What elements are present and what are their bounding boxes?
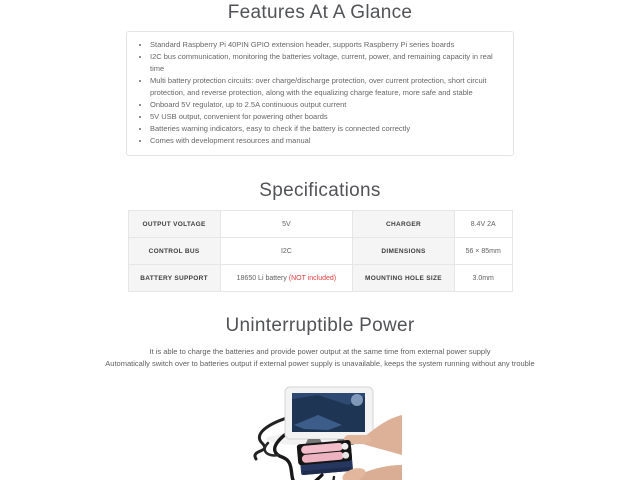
- ups-description-line: It is able to charge the batteries and provide power output at the same time from external power supply: [149, 347, 491, 356]
- specifications-table: [128, 210, 513, 292]
- spec-value-cell: 3.0mm: [454, 265, 512, 292]
- ups-demo-photo-illustration: [238, 385, 402, 480]
- feature-item: • I2C bus communication, monitoring the batteries voltage, current, power, and remaining capacity in real time: [150, 51, 503, 75]
- battery-support-value: 18650 Li battery: [236, 274, 289, 282]
- spec-label-cell: OUTPUT VOLTAGE: [128, 211, 220, 238]
- feature-item: • Comes with development resources and manual: [150, 135, 503, 147]
- section-features: [0, 2, 640, 156]
- section-uninterruptible-power: [0, 315, 640, 480]
- spec-value-cell: [220, 265, 352, 292]
- spec-row: [128, 265, 512, 292]
- section-specifications: [0, 180, 640, 292]
- not-included-note: (NOT included): [288, 274, 337, 282]
- spec-value-cell: I2C: [220, 238, 352, 265]
- feature-item: • Onboard 5V regulator, up to 2.5A continuous output current: [150, 99, 503, 111]
- ups-title: Uninterruptible Power: [225, 315, 415, 336]
- spec-row: [128, 238, 512, 265]
- spec-value-cell: 8.4V 2A: [454, 211, 512, 238]
- spec-label-cell: BATTERY SUPPORT: [128, 265, 220, 292]
- ups-description-line: Automatically switch over to batteries output if external power supply is unavailable, keeps the system running without any trouble: [105, 359, 535, 368]
- features-list: [137, 39, 503, 147]
- features-title: Features At A Glance: [227, 2, 413, 23]
- spec-label-cell: MOUNTING HOLE SIZE: [353, 265, 455, 292]
- ups-description: [98, 346, 543, 370]
- product-photo: [238, 385, 402, 480]
- specifications-title: Specifications: [259, 180, 381, 201]
- spec-row: [128, 211, 512, 238]
- spec-value-cell: 56 × 85mm: [454, 238, 512, 265]
- feature-item: • Standard Raspberry Pi 40PIN GPIO extension header, supports Raspberry Pi series boards: [150, 39, 503, 51]
- feature-item: • 5V USB output, convenient for powering other boards: [150, 111, 503, 123]
- feature-item: • Batteries warning indicators, easy to check if the battery is connected correctly: [150, 123, 503, 135]
- features-box: [126, 31, 514, 156]
- spec-label-cell: CHARGER: [353, 211, 455, 238]
- spec-label-cell: CONTROL BUS: [128, 238, 220, 265]
- feature-item: • Multi battery protection circuits: over charge/discharge protection, over current protection, short circuit protection, and reverse protection, along with the equalizing charge feature, more safe and stable: [150, 75, 503, 99]
- spec-value-cell: 5V: [220, 211, 352, 238]
- spec-label-cell: DIMENSIONS: [353, 238, 455, 265]
